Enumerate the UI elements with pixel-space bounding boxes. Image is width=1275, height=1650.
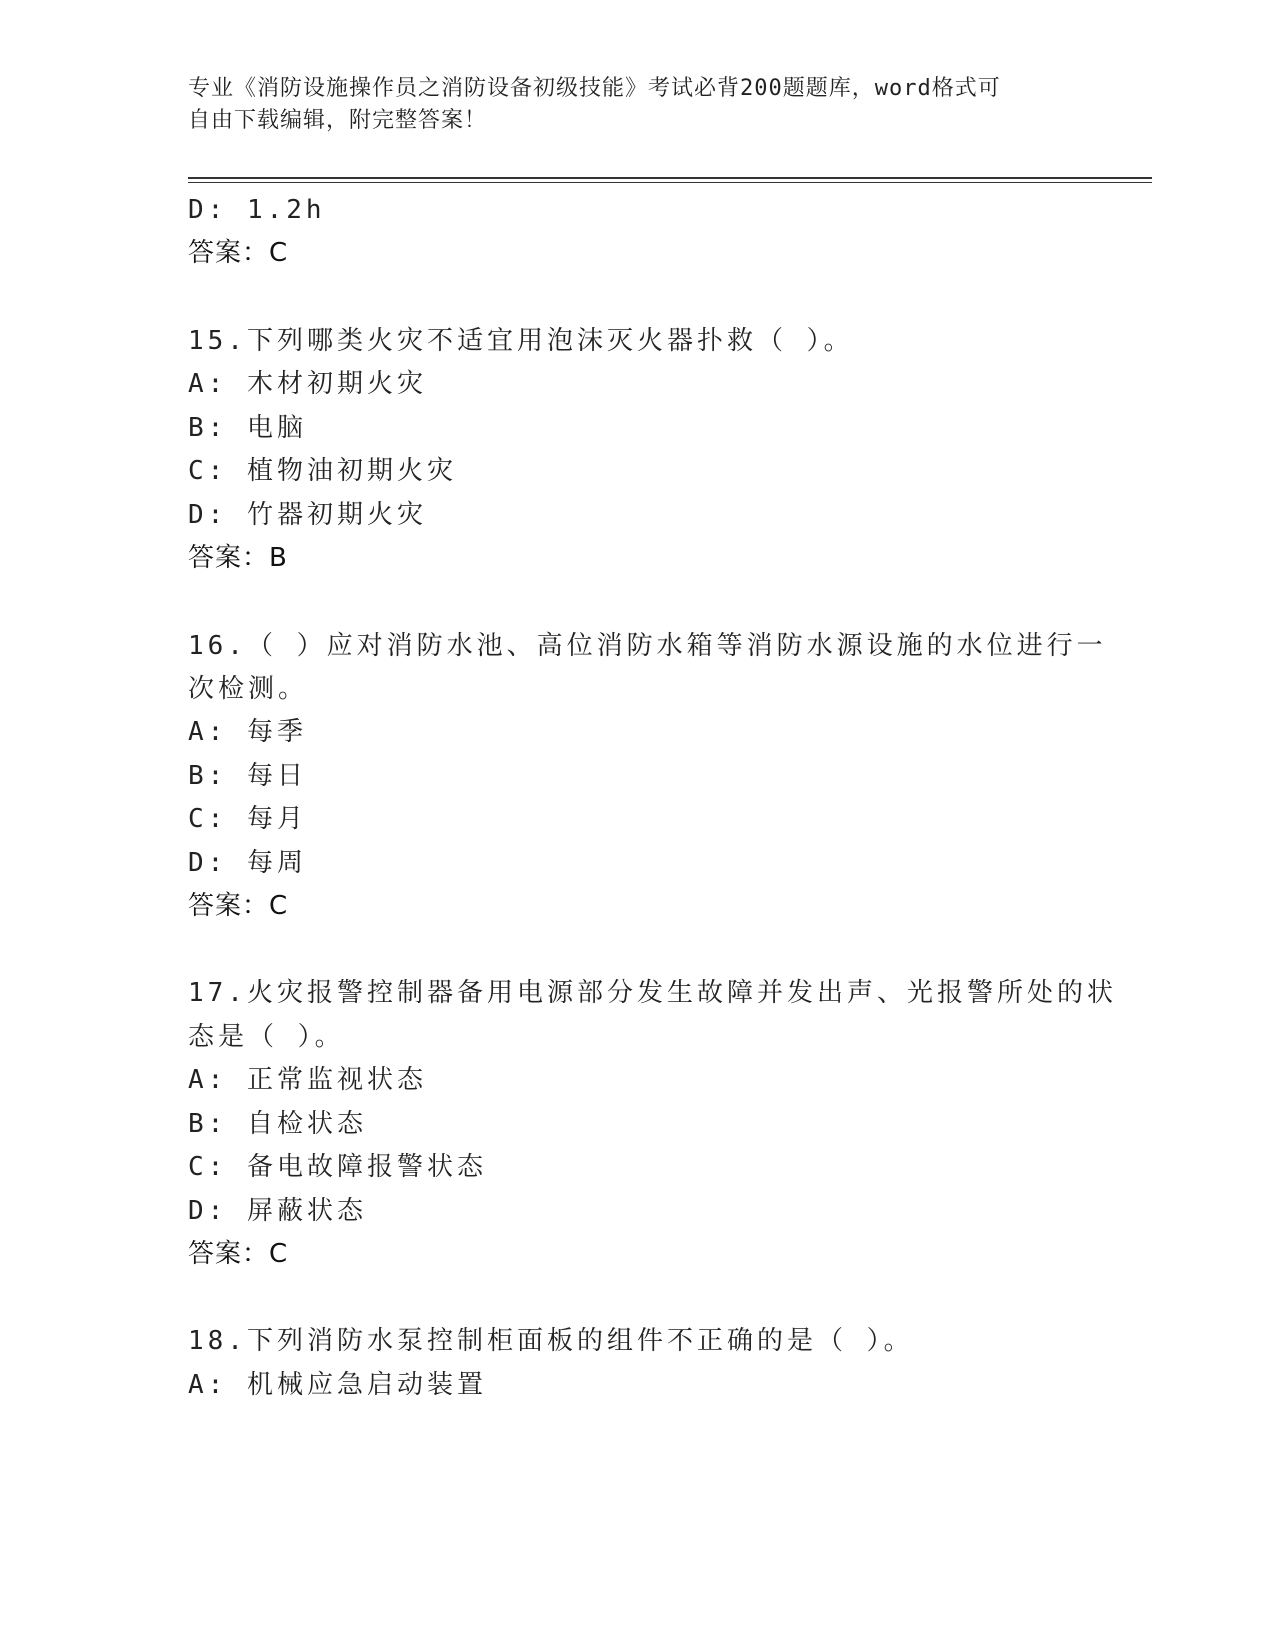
- q17-answer: 答案：C: [188, 1239, 289, 1269]
- q15-option-d: D: 竹器初期火灾: [188, 500, 427, 530]
- header-divider-thick: [188, 177, 1152, 179]
- q17-option-b: B: 自检状态: [188, 1109, 367, 1139]
- q16-stem-line-2: 次检测。: [188, 674, 309, 704]
- header-divider-thin: [188, 182, 1152, 183]
- q15-option-a: A: 木材初期火灾: [188, 369, 427, 399]
- q16-stem-line-1: 16.（ ）应对消防水池、高位消防水箱等消防水源设施的水位进行一: [188, 631, 1107, 661]
- q16-option-a: A: 每季: [188, 717, 307, 747]
- header-title-line-1: 专业《消防设施操作员之消防设备初级技能》考试必背200题题库，word格式可: [188, 76, 1001, 101]
- q16-option-b: B: 每日: [188, 761, 307, 791]
- q18-stem: 18.下列消防水泵控制柜面板的组件不正确的是（ ）。: [188, 1326, 914, 1356]
- document-header: [188, 73, 1088, 137]
- q17-stem-line-1: 17.火灾报警控制器备用电源部分发生故障并发出声、光报警所处的状: [188, 978, 1117, 1008]
- q15-stem: 15.下列哪类火灾不适宜用泡沫灭火器扑救（ ）。: [188, 326, 854, 356]
- header-title-line-2: 自由下载编辑，附完整答案！: [188, 108, 488, 133]
- q16-option-c: C: 每月: [188, 804, 307, 834]
- q17-stem-line-2: 态是（ ）。: [188, 1022, 345, 1052]
- q16-answer: 答案：C: [188, 891, 289, 921]
- q15-answer: 答案：B: [188, 543, 288, 573]
- q17-option-c: C: 备电故障报警状态: [188, 1152, 487, 1182]
- prev-option-d: D: 1.2h: [188, 195, 326, 225]
- q17-option-a: A: 正常监视状态: [188, 1065, 427, 1095]
- q18-option-a: A: 机械应急启动装置: [188, 1370, 487, 1400]
- q15-option-b: B: 电脑: [188, 413, 307, 443]
- prev-answer: 答案：C: [188, 238, 289, 268]
- q17-option-d: D: 屏蔽状态: [188, 1196, 367, 1226]
- q15-option-c: C: 植物油初期火灾: [188, 456, 457, 486]
- q16-option-d: D: 每周: [188, 848, 307, 878]
